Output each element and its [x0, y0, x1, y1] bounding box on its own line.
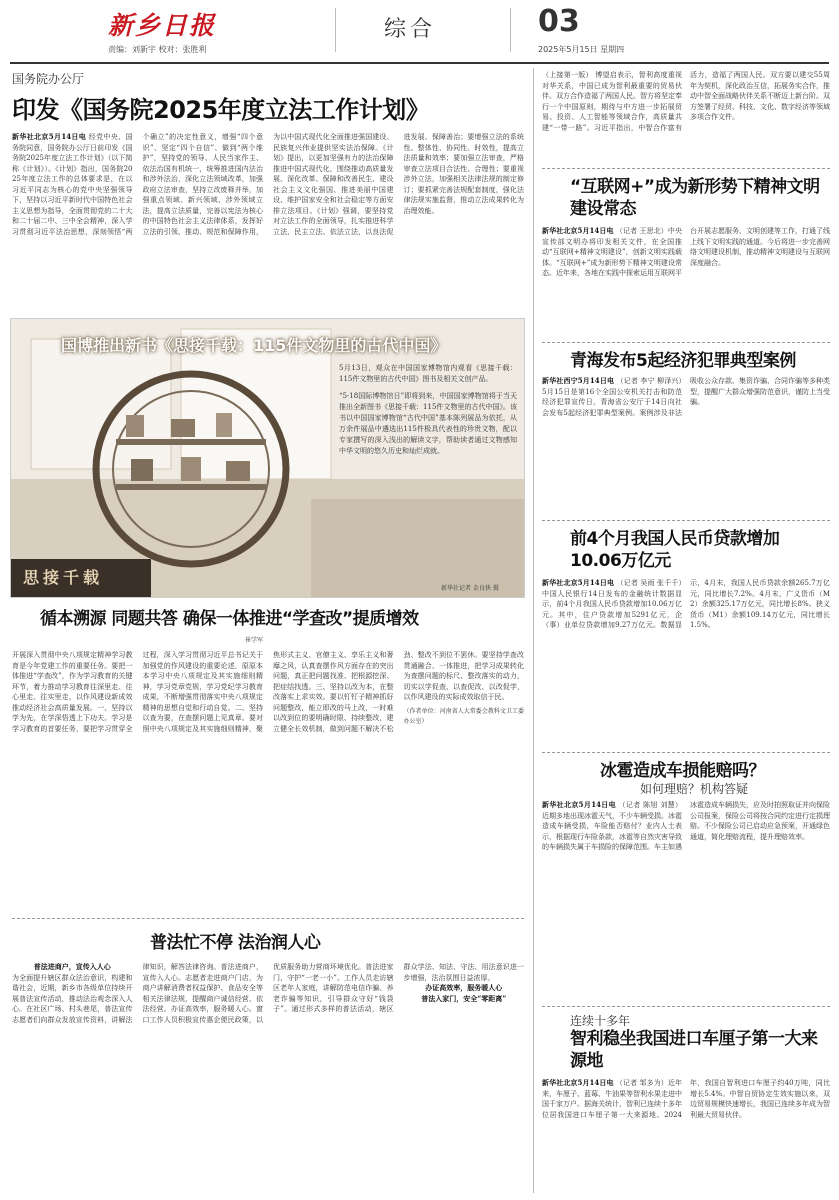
- article-text: 开展深入贯彻中央八项规定精神学习教育是今年党建工作的重要任务。要把一体推进“学查改”，作为学习教育的关键环节，着力推动学习教育往深里走、往心里走、往实里走，以作风建设新成效推动经济社会高质量发展。一、坚持以学为先，在学深悟透上下功夫。学习是学习教育的首要任务，要把学习贯穿全过程，深入学习贯彻习近平总书记关于加强党的作风建设的重要论述，原原本本学习中央八项规定及其实施细则精神，学习党章党规，学习党纪学习教育成果，不断增强贯彻落实中央八项规定精神的思想自觉和行动自觉。二、坚持以查为要，在查摆问题上见真章。要对照中央八项规定及其实施细则精神，聚焦形式主义、官僚主义、享乐主义和奢靡之风，认真查摆作风方面存在的突出问题，真正把问题找准、把根源挖深、把症结找透。三、坚持以改为本，在整改落实上求实效。要以钉钉子精神抓好问题整改，能立即改的马上改，一时难以改到位的要明确时限、持续整改，建立健全长效机制，做到问题不解决不松劲、整改不到位不罢休。要坚持学查改贯通融合、一体推进，把学习成果转化为查摆问题的标尺、整改落实的动力，切实以学促查、以查促改、以改促学，以作风建设的实际成效取信于民。: [12, 651, 524, 733]
- article-text: （记者 吴雨 张千千）中国人民银行14日发布的金融统计数据显示，前4个月我国人民币贷款增加10.06万亿元。其中，住户贷款增加5291亿元，企（事）业单位贷款增加9.27万亿元。数据显示，4月末，我国人民币贷款余额265.7万亿元，同比增长7.2%。4月末，广义货币（M2）余额325.17万亿元，同比增长8%。狭义货币（M1）余额109.14万亿元，同比增长1.5%。: [542, 579, 830, 629]
- section-name: 综合: [384, 17, 437, 42]
- commentary-body: [12, 650, 524, 910]
- author-note: （作者单位：河南省人大常委会教科文卫工委办公室）: [403, 707, 524, 725]
- photo-headline: 国博推出新书《思接千载：115件文物里的古代中国》: [61, 336, 447, 355]
- commentary-headline: 循本溯源 同题共答 确保一体推进“学查改”提质增效: [40, 609, 419, 629]
- column-divider: [533, 68, 534, 1193]
- photo-caption-2: “5·18国际博物馆日”即将到来，中国国家博物馆将于当天推出全新图书《思接千载：115件文物里的古代中国》。该书以中国国家博物馆“古代中国”基本陈列展品为依托，从万余件展品中遴选出115件极具代表性的珍贵文物，配以专家撰写的深入浅出的解读文字，帮助读者通过文物感知中华文明的悠久历史和灿烂成就。: [339, 392, 517, 455]
- dateline: 新华社西宁5月14日电: [542, 376, 615, 385]
- hail-headline: 冰雹造成车损能赔吗？: [600, 761, 765, 781]
- photo-description: [339, 363, 517, 589]
- section-divider: [542, 342, 830, 343]
- cherry-headline: 智利稳坐我国进口车厘子第一大来源地: [570, 1029, 818, 1071]
- editors-line: 责编：刘新宇 校对：张胜利: [108, 45, 207, 54]
- photo-credit: 新华社记者 金良快 摄: [441, 585, 499, 592]
- subhead-1: 普法进商户，宣传入人心: [33, 962, 111, 971]
- masthead: [0, 0, 839, 58]
- article-text: 为全面提升辖区群众法治意识，构建和谐社会，近期，新乡市各级单位持续开展普法宣传活动，推动法治观念深入人心。在社区广场、村头巷尾，普法宣传志愿者们向群众发放宣传资料，讲解法律知识，解答法律咨询。普法进商户，宣传入人心。志愿者走进商户门店，为商户讲解消费者权益保护、食品安全等相关法律法规，提醒商户诚信经营、依法经营。办证高效率，服务暖人心。窗口工作人员积极宣传惠企便民政策，以优质服务助力营商环境优化。普法进家门，守护“一老一小”。工作人员走访辖区老年人家庭，讲解防范电信诈骗、养老诈骗等知识，引导群众守好“钱袋子”。通过形式多样的普法活动，辖区群众学法、知法、守法、用法意识进一步增强，法治氛围日益浓厚。: [12, 963, 524, 1024]
- internet-body: [542, 226, 830, 336]
- book-sign: 思接千载: [23, 568, 104, 587]
- dateline: 新华社北京5月14日电: [542, 226, 614, 235]
- bottom-headline: 普法忙不停 法治润人心: [150, 933, 321, 953]
- qinghai-headline: 青海发布5起经济犯罪典型案例: [570, 351, 796, 371]
- article-text: 博望启表示，智利高度重视对华关系，中国已成为智利最重要的贸易伙伴。双方合作造福了两国人民。智方将坚定奉行一个中国原则，期待与中方进一步拓展贸易、投资、人工智能等领域合作，高质量共建“一带一路”。习近平指出，中智合作富有活力，造福了两国人民。双方要以建交55周年为契机，深化政治互信，拓展务实合作，推动中智全面战略伙伴关系不断迈上新台阶。双方签署了经贸、科技、文化、数字经济等领域多项合作文件。: [542, 71, 830, 132]
- subhead-2: 办证高效率，服务暖人心: [425, 983, 503, 992]
- loans-headline: 前4个月我国人民币贷款增加10.06万亿元: [570, 529, 780, 571]
- dateline: 新华社北京5月14日电: [542, 800, 616, 809]
- hail-body: [542, 800, 830, 1000]
- dateline: 新华社北京5月14日电: [542, 1078, 614, 1087]
- section-divider: [542, 752, 830, 753]
- article-text: 经党中央、国务院同意，国务院办公厅日前印发《国务院2025年度立法工作计划》（以下简称《计划》）。《计划》指出，国务院2025年度立法工作的总体要求是，在以习近平同志为核心的党中央坚强领导下，坚持以习近平新时代中国特色社会主义思想为指导，全面贯彻党的二十大和二十届二中、三中全会精神，深入学习贯彻习近平法治思想，深刻领悟“两个确立”的决定性意义，增强“四个意识”、坚定“四个自信”、做到“两个维护”，坚持党的领导、人民当家作主、依法治国有机统一，统筹推进国内法治和涉外法治，深化立法领域改革，加强政府立法审查，坚持立改废释并举，加强重点领域、新兴领域、涉外领域立法，提高立法质量，完善以宪法为核心的中国特色社会主义法律体系，发挥好立法的引领、推动、规范和保障作用，为以中国式现代化全面推进强国建设、民族复兴伟业提供坚实法治保障。《计划》提出，以更加坚强有力的法治保障推进中国式现代化，围绕推动高质量发展、深化改革、保障和改善民生、建设社会主义文化强国、推进美丽中国建设、维护国家安全和社会稳定等方面安排立法项目。《计划》强调，要坚持党对立法工作的全面领导，扎实推进科学立法、民主立法、依法立法，以良法促进发展、保障善治；要增强立法的系统性、整体性、协同性、时效性，提高立法质量和效率；要加强立法审查，严格审查立法项目合法性、合理性；要重视涉外立法，加强相关法律法规的制定修订；要抓紧完善法规配套制度，强化法律法规实施监督，推动立法成果转化为治理效能。: [12, 133, 524, 236]
- continued-label: （上接第一版）: [542, 71, 593, 79]
- news-photo: [10, 318, 525, 598]
- issue-date: 2025年5月15日 星期四: [538, 45, 625, 54]
- hail-subheadline: 如何理赔？机构答疑: [640, 782, 749, 796]
- internet-headline: “互联网+”成为新形势下精神文明建设常态: [570, 177, 820, 219]
- article-text: （记者 王思北）中央宣传部文明办将印发相关文件，在全国推动“互联网+精神文明建设”，创新文明实践载体。“互联网+”成为新形势下精神文明建设常态。近年来，各地在实践中探索运用互联网平台开展志愿服务、文明创建等工作，打通了线上线下文明实践的通道。今后将进一步完善网络文明建设机制，推动精神文明建设与互联网深度融合。: [542, 227, 830, 277]
- dateline: 新华社北京5月14日电: [12, 132, 87, 141]
- subhead-3: 普法入家门，安全“零距离”: [421, 993, 507, 1003]
- dateline: 新华社北京5月14日电: [542, 578, 615, 587]
- article-text: （记者 陈旭 刘慧）近期多地出现冰雹天气，不少车辆受损。冰雹造成车辆受损，车险能否赔付？业内人士表示，根据现行车险条款，冰雹等自然灾害导致的车辆损失属于车损险的保障范围。车主如遇冰雹造成车辆损失，应及时拍照取证并向保险公司报案，保险公司将按合同约定进行定损理赔。不少保险公司已启动应急预案，开通绿色通道，简化理赔流程，提升理赔效率。: [542, 801, 830, 851]
- newspaper-logo: 新乡日报: [108, 11, 217, 40]
- section-divider: [12, 918, 524, 919]
- qinghai-body: [542, 376, 830, 514]
- loans-body: [542, 578, 830, 746]
- continued-story: [542, 70, 830, 162]
- masthead-rule: [10, 62, 829, 64]
- commentary-author: 崔学军: [245, 637, 264, 644]
- cherry-kicker: 连续十多年: [570, 1014, 631, 1028]
- article-text: （记者 李宁 柳泽兴）5月15日是第16个全国公安机关打击和防范经济犯罪宣传日，青海省公安厅于14日向社会发布5起经济犯罪典型案例。案例涉及非法吸收公众存款、集资诈骗、合同诈骗等多种类型，提醒广大群众增强防范意识，谨防上当受骗。: [542, 377, 830, 417]
- top-headline: 印发《国务院2025年度立法工作计划》: [12, 96, 430, 124]
- section-divider: [542, 520, 830, 521]
- article-text: （记者 邹多为）近年来，车厘子、蓝莓、牛油果等智利水果走进中国千家万户。据海关统计，智利已连续十多年位居我国进口车厘子第一大来源地。2024年，我国自智利进口车厘子约40万吨，同比增长5.4%。中智自贸协定生效实施以来，双边贸易规模快速增长，我国已连续多年成为智利最大贸易伙伴。: [542, 1079, 830, 1119]
- bottom-body: [12, 962, 524, 1190]
- top-article-body: [12, 132, 524, 310]
- masthead-divider: [335, 8, 336, 52]
- top-kicker: 国务院办公厅: [12, 72, 85, 86]
- cherry-body: [542, 1078, 830, 1192]
- masthead-divider: [510, 8, 511, 52]
- page-number: 03: [538, 4, 580, 39]
- section-divider: [542, 1006, 830, 1007]
- photo-caption-1: 5月13日，观众在中国国家博物馆内观看《思接千载：115件文物里的古代中国》图书及相关文创产品。: [339, 364, 517, 383]
- section-divider: [542, 168, 830, 169]
